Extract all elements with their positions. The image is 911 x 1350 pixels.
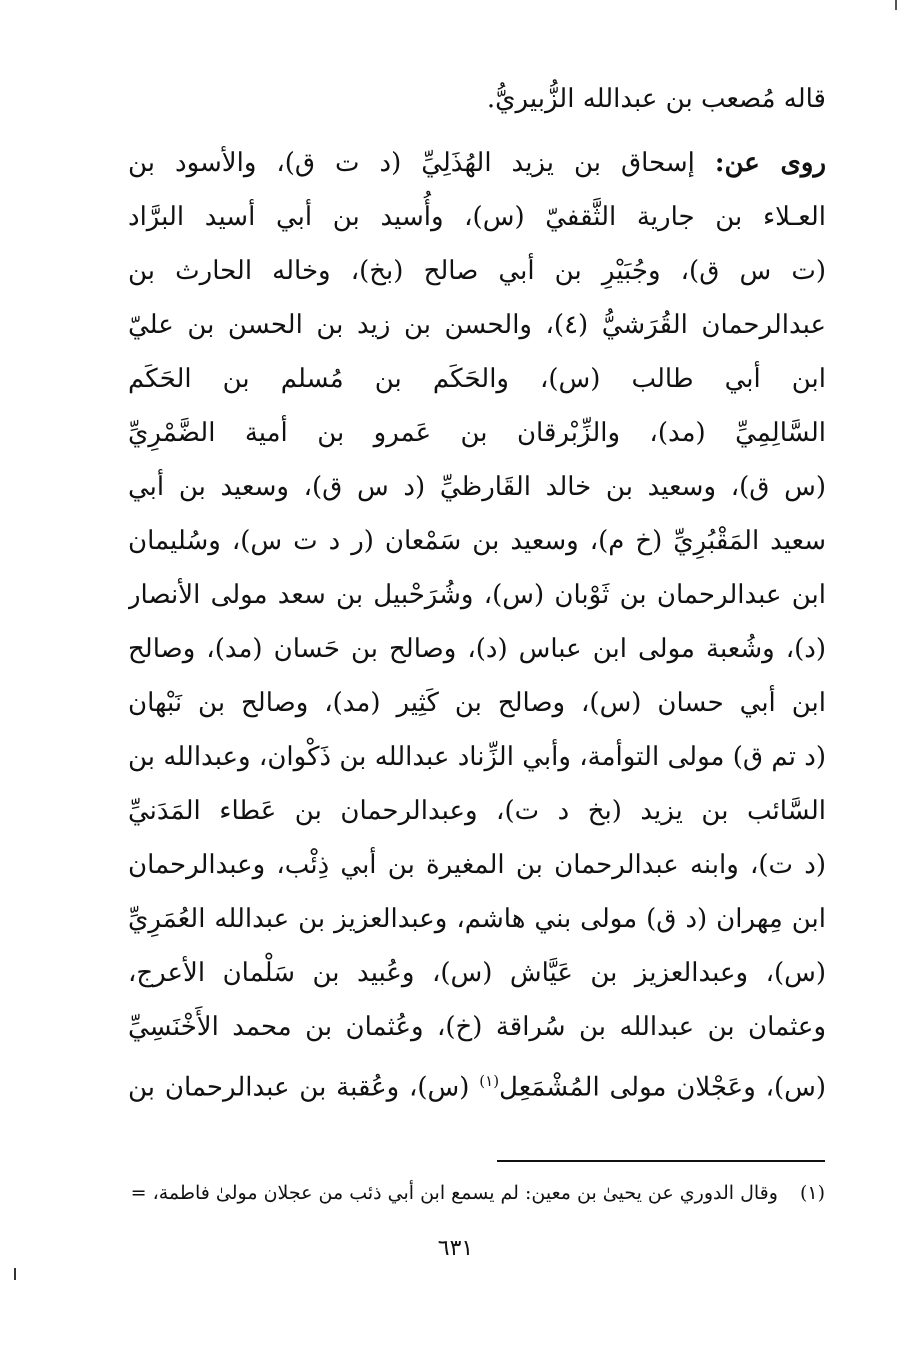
text-line-8: سعيد المَقْبُرِيِّ (خ م)، وسعيد بن سَمْعان (ر د ت س)، وسُليمان (128, 526, 826, 556)
text-line-4: عبدالرحمان القُرَشيُّ (٤)، والحسن بن زيد بن الحسن بن عليّ (128, 310, 826, 340)
text-line-7: (س ق)، وسعيد بن خالد القَارظيِّ (د س ق)، وسعيد بن أبي (128, 472, 826, 502)
text-line-2: العـلاء بن جارية الثَّقفيّ (س)، وأُسيد بن أبي أسيد البرَّاد (128, 202, 826, 232)
text-line-5: ابن أبي طالب (س)، والحَكَم بن مُسلم بن الحَكَم (128, 364, 826, 394)
text-line-18-end: (س)، وعُقبة بن عبدالرحمان بن (128, 1072, 480, 1103)
footnote-separator (497, 1160, 825, 1162)
footnote-text: وقال الدوري عن يحيىٰ بن معين: لم يسمع ابن أبي ذئب من عجلان مولىٰ فاطمة، = (130, 1182, 778, 1204)
scan-margin-mark (14, 1268, 16, 1280)
scan-edge-mark (895, 0, 897, 10)
text-line-15: ابن مِهران (د ق) مولى بني هاشم، وعبدالعزيز بن عبدالله العُمَرِيِّ (128, 904, 826, 934)
text-line-14: (د ت)، وابنه عبدالرحمان بن المغيرة بن أبي ذِئْب، وعبدالرحمان (128, 850, 826, 880)
text-line-18 (128, 1054, 826, 1108)
text-line-13: السَّائب بن يزيد (بخ د ت)، وعبدالرحمان بن عَطاء المَدَنيِّ (128, 796, 826, 826)
text-line-16: (س)، وعبدالعزيز بن عَيَّاش (س)، وعُبيد بن سَلْمان الأعرج، (128, 958, 826, 988)
page-number: ٦٣١ (437, 1236, 474, 1261)
text-line-1-content: إسحاق بن يزيد الهُذَلِيِّ (د ت ق)، والأسود بن (128, 148, 695, 178)
text-line-1 (128, 136, 826, 190)
footnote-reference-mark: (١) (479, 1072, 500, 1090)
text-line-6: السَّالِمِيِّ (مد)، والزِّبْرقان بن عَمرو بن أمية الضَّمْرِيِّ (128, 418, 826, 448)
text-line-12: (د تم ق) مولى التوأمة، وأبي الزِّناد عبدالله بن ذَكْوان، وعبدالله بن (128, 742, 826, 772)
text-line-10: (د)، وشُعبة مولى ابن عباس (د)، وصالح بن حَسان (مد)، وصالح (128, 634, 826, 664)
text-line-11: ابن أبي حسان (س)، وصالح بن كَثِير (مد)، وصالح بن نَبْهان (128, 688, 826, 718)
intro-line: قاله مُصعب بن عبدالله الزُّبيريُّ. (486, 84, 826, 114)
narrated-from-label: روى عن: (714, 148, 826, 178)
main-text (128, 72, 826, 1108)
footnote (125, 1178, 825, 1208)
text-line-9: ابن عبدالرحمان بن ثَوْبان (س)، وشُرَحْبيل بن سعد مولى الأنصار (128, 580, 826, 610)
text-line-17: وعثمان بن عبدالله بن سُراقة (خ)، وعُثمان بن محمد الأَخْنَسِيِّ (128, 1012, 826, 1042)
footnote-number: (١) (799, 1182, 825, 1204)
text-line-18-start: (س)، وعَجْلان مولى المُشْمَعِل (499, 1072, 826, 1103)
text-line-3: (ت س ق)، وجُبَيْرِ بن أبي صالح (بخ)، وخاله الحارث بن (128, 256, 826, 286)
